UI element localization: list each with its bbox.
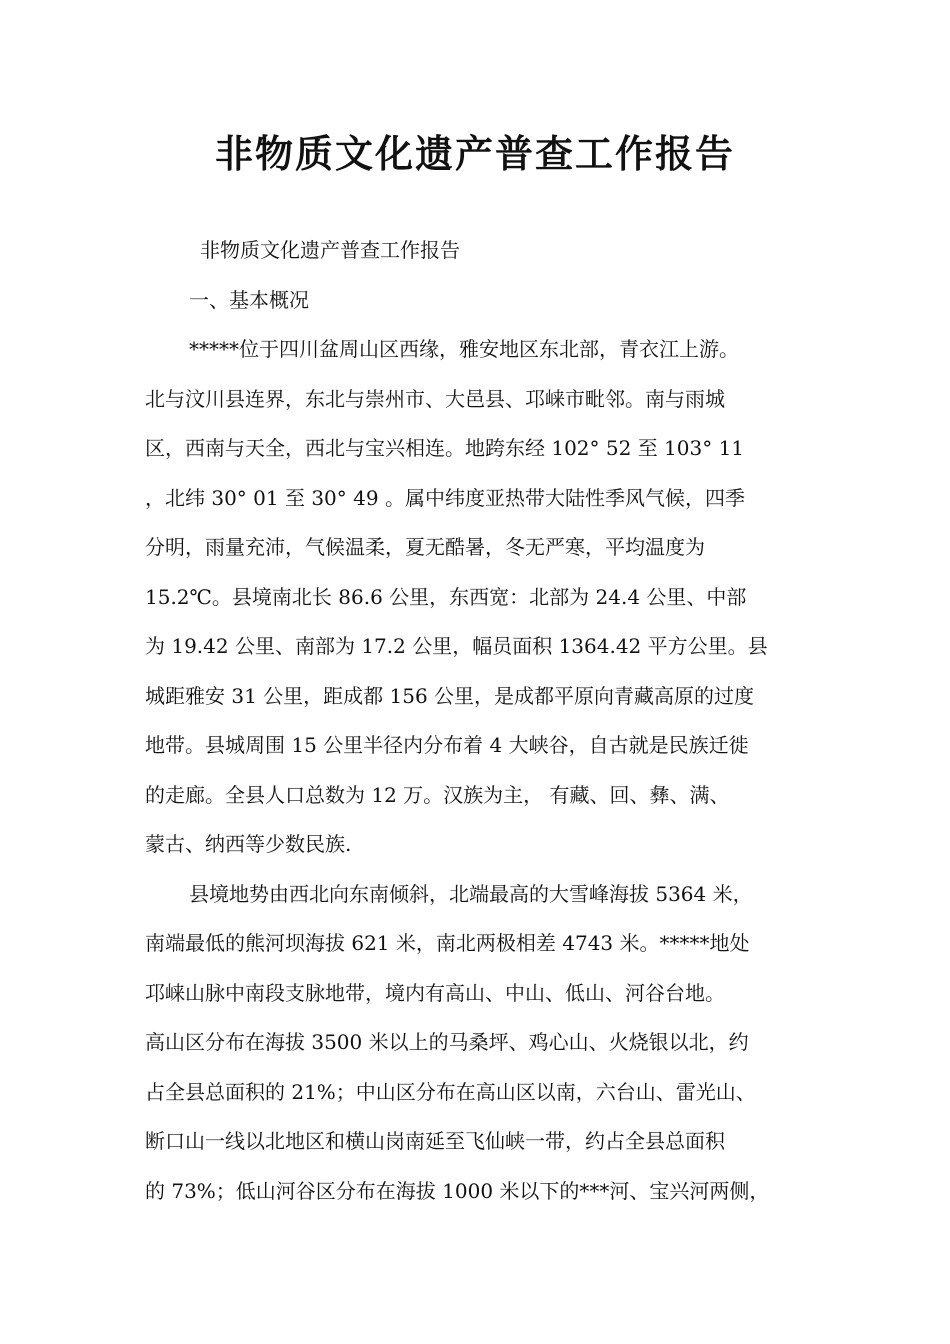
paragraph-line: 县境地势由西北向东南倾斜，北端最高的大雪峰海拔 5364 米， xyxy=(189,881,753,906)
paragraph-line: 城距雅安 31 公里，距成都 156 公里，是成都平原向青藏高原的过度 xyxy=(145,683,755,708)
section-heading: 一、基本概况 xyxy=(189,287,309,312)
document-title: 非物质文化遗产普查工作报告 xyxy=(214,131,735,176)
paragraph-line: 的走廊。全县人口总数为 12 万。汉族为主， 有藏、回、彝、满、 xyxy=(145,782,730,807)
document-body xyxy=(145,226,813,1216)
paragraph-line: 邛崃山脉中南段支脉地带，境内有高山、中山、低山、河谷台地。 xyxy=(145,980,725,1005)
paragraph-line: 南端最低的熊河坝海拔 621 米，南北两极相差 4743 米。*****地处 xyxy=(145,931,750,955)
paragraph-line: 蒙古、纳西等少数民族. xyxy=(145,832,352,856)
paragraph-line: 断口山一线以北地区和横山岗南延至飞仙峡一带，约占全县总面积 xyxy=(145,1129,725,1153)
paragraph-line: ，北纬 30° 01 至 30° 49 。属中纬度亚热带大陆性季风气候，四季 xyxy=(145,485,745,510)
paragraph-2 xyxy=(145,870,813,1217)
document-subtitle: 非物质文化遗产普查工作报告 xyxy=(200,238,460,262)
paragraph-line: 的 73%；低山河谷区分布在海拔 1000 米以下的***河、宝兴河两侧， xyxy=(145,1178,770,1203)
paragraph-line: 地带。县城周围 15 公里半径内分布着 4 大峡谷，自古就是民族迁徙 xyxy=(145,733,749,757)
paragraph-line: *****位于四川盆周山区西缘，雅安地区东北部，青衣江上游。 xyxy=(189,337,739,361)
paragraph-line: 区，西南与天全，西北与宝兴相连。地跨东经 102° 52 至 103° 11 xyxy=(145,436,745,460)
paragraph-line: 为 19.42 公里、南部为 17.2 公里，幅员面积 1364.42 平方公里。县 xyxy=(145,634,768,658)
paragraph-line: 北与汶川县连界，东北与崇州市、大邑县、邛崃市毗邻。南与雨城 xyxy=(145,386,725,411)
paragraph-line: 高山区分布在海拔 3500 米以上的马桑坪、鸡心山、火烧银以北，约 xyxy=(145,1030,749,1054)
paragraph-line: 15.2℃。县境南北长 86.6 公里，东西宽：北部为 24.4 公里、中部 xyxy=(145,584,747,609)
paragraph-line: 占全县总面积的 21%；中山区分布在高山区以南，六台山、雷光山、 xyxy=(145,1079,756,1104)
paragraph-1 xyxy=(145,325,813,870)
paragraph-line: 分明，雨量充沛，气候温柔，夏无酷暑，冬无严寒，平均温度为 xyxy=(145,535,705,559)
